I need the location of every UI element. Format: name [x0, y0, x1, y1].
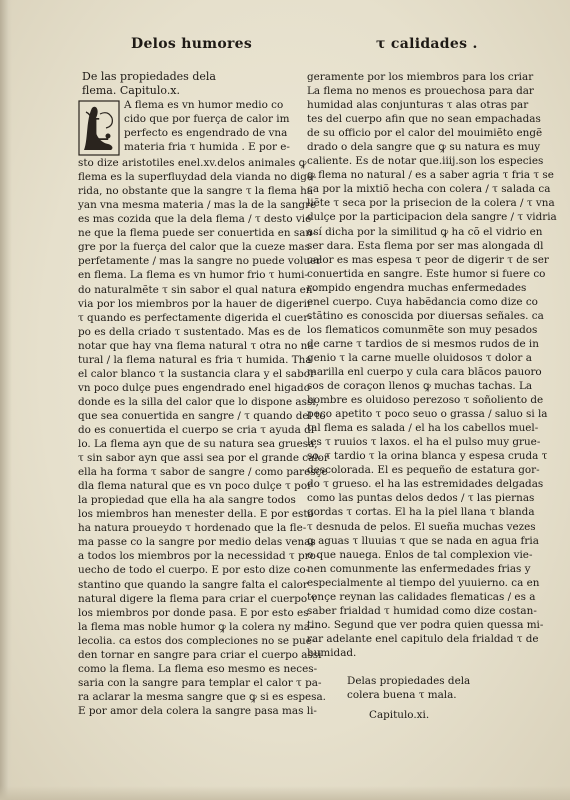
- text-line: rompido engendra muchas enfermedades: [307, 281, 527, 294]
- text-line: a todos los miembros por la necessidad τ pro-: [78, 550, 320, 563]
- drop-cap-glyph: L: [89, 113, 109, 149]
- text-line: saria con la sangre para templar el calor τ pa-: [78, 676, 322, 689]
- text-line: yan vna mesma materia / mas la de la sangre: [78, 199, 317, 212]
- text-line: drado o dela sangre que ꝙ su natura es muy: [307, 141, 541, 154]
- text-line: ca por la mixtiõ hecha con colera / τ salada ca: [307, 183, 551, 196]
- text-line: liẽte τ seca por la prisecion de la colera / τ vna: [307, 197, 555, 210]
- text-line: ra aclarar la mesma sangre que ꝙ si es espesa.: [78, 690, 326, 703]
- text-line: perfetamente / mas la sangre no puede voluer: [78, 255, 322, 268]
- text-line: E por amor dela colera la sangre pasa mas li-: [78, 704, 317, 717]
- text-line: rida, no obstante que la sangre τ la flema ha: [78, 185, 314, 198]
- text-line: tes del cuerpo afin que no sean empachadas: [307, 113, 541, 126]
- text-line: gordas τ cortas. El ha la piel llana τ blanda: [307, 506, 535, 519]
- text-line: marilla enl cuerpo y cula cara blãcos pauoro: [307, 365, 542, 378]
- text-line: o que nauega. Enlos de tal complexion vie-: [307, 548, 533, 561]
- text-line: τ sin sabor ayn que assi sea por el grande calor: [78, 452, 329, 465]
- text-line: ella ha forma τ sabor de sangre / como paresçe: [78, 466, 328, 479]
- text-line: conuertida en sangre. Este humor si fuere co: [307, 267, 546, 280]
- text-line: así dicha por la similitud ꝙ ha cõ el vidrio en: [307, 225, 543, 238]
- text-line: do τ grueso. el ha las estremidades delgadas: [307, 478, 544, 491]
- text-line: les τ ruuios τ laxos. el ha el pulso muy grue-: [307, 436, 541, 449]
- running-header-right: τ calidades .: [376, 36, 478, 52]
- text-line: la propiedad que ella ha ala sangre todos: [78, 494, 296, 507]
- text-line: de carne τ tardios de si mesmos rudos de in: [307, 337, 539, 350]
- text-line: cido que por fuerça de calor im: [124, 113, 290, 126]
- text-line: humidad.: [307, 646, 357, 659]
- right-body-lines: [307, 70, 557, 660]
- section-spacer: [307, 660, 517, 674]
- text-line: los miembros por donde pasa. E por esto es: [78, 606, 309, 619]
- text-line: ser dara. Esta flema por ser mas alongada dl: [307, 239, 544, 252]
- text-line: humidad alas conjunturas τ alas otras par: [307, 99, 529, 112]
- text-line: uecho de todo el cuerpo. E por esto dize co-: [78, 564, 310, 577]
- text-line: flema es la superfluydad dela vianda no dige-: [78, 171, 317, 184]
- text-line: po es della criado τ sustentado. Mas es de: [78, 325, 301, 338]
- text-line: nen comunmente las enfermedades frias y: [307, 562, 531, 575]
- text-line: tural / la flema natural es fria τ humida. Tha: [78, 353, 312, 366]
- text-line: la flema mas noble humor ꝙ la colera ny ma-: [78, 620, 314, 633]
- text-line: como las puntas delos dedos / τ las piernas: [307, 492, 535, 505]
- text-line: stãtino es conoscida por diuersas señales. ca: [307, 309, 544, 322]
- chapter-heading-line: De las propiedades dela: [82, 70, 216, 83]
- text-line: los miembros han menester della. E por esto: [78, 508, 314, 521]
- text-line: poco apetito τ poco seuo o grassa / saluo si la: [307, 408, 548, 421]
- text-line: rar adelante enel capitulo dela frialdad τ de: [307, 632, 539, 645]
- text-line: lecolia. ca estos dos compleciones no se pue-: [78, 634, 316, 647]
- text-line: do naturalmẽte τ sin sabor el qual natura en-: [78, 283, 316, 296]
- text-line: gre por la fuerça del calor que la cueze mas: [78, 241, 310, 254]
- page-edge-shadow: [0, 0, 12, 800]
- next-chapter-heading-line: colera buena τ mala.: [347, 689, 457, 702]
- text-line: saber frialdad τ humidad como dize costan-: [307, 604, 537, 617]
- text-line: ne que la flema puede ser conuertida en san-: [78, 227, 316, 240]
- text-line: dulçe por la participacion dela sangre / τ vidria: [307, 211, 557, 224]
- text-line: La flema no menos es prouechosa para dar: [307, 85, 534, 98]
- text-line: stantino que quando la sangre falta el calor: [78, 578, 308, 591]
- text-line: so. τ tardio τ la orina blanca y espesa cruda τ: [307, 450, 548, 463]
- text-line: tonçe reynan las calidades flematicas / es a: [307, 590, 536, 603]
- text-line: materia fria τ humida . E por e-: [124, 141, 290, 154]
- text-line: ha natura proueydo τ hordenado que la fle-: [78, 522, 307, 535]
- text-line: den tornar en sangre para criar el cuerpo assi: [78, 648, 322, 661]
- text-line: donde es la silla del calor que lo dispone assi,: [78, 395, 319, 408]
- text-line: es mas cozida que la dela flema / τ desto vie: [78, 213, 312, 226]
- text-line: ꝙ flema no natural / es a saber agria τ fria τ se: [307, 169, 554, 182]
- text-line: tino. Segund que ver podra quien quessa mi-: [307, 618, 544, 631]
- page-bottom-shadow: [0, 786, 570, 800]
- text-line: A flema es vn humor medio co: [124, 99, 284, 112]
- text-line: genio τ la carne muelle oluidosos τ dolor a: [307, 351, 532, 364]
- text-line: τ desnuda de pelos. El sueña muchas vezes: [307, 520, 536, 533]
- text-line: geramente por los miembros para los criar: [307, 71, 534, 83]
- text-line: notar que hay vna flema natural τ otra no na: [78, 339, 314, 352]
- left-text-column: [78, 70, 329, 718]
- text-line: natural digere la flema para criar el cuerpo τ: [78, 592, 317, 605]
- text-line: ꝙ aguas τ lluuias τ que se nada en agua fria: [307, 534, 539, 547]
- text-line: de su officio por el calor del mouimiẽto engẽ: [307, 127, 543, 140]
- text-line: perfecto es engendrado de vna: [124, 127, 288, 140]
- text-line: enel cuerpo. Cuya habẽdancia como dize co: [307, 295, 538, 308]
- running-header-left: Delos humores: [131, 36, 253, 52]
- left-body-lines: [78, 156, 329, 718]
- text-line: como la flema. La flema eso mesmo es neces-: [78, 662, 318, 675]
- text-line: via por los miembros por la hauer de digerir: [78, 297, 312, 310]
- text-line: lo. La flema ayn que de su natura sea gruesa,: [78, 438, 318, 451]
- text-line: vn poco dulçe pues engendrado enel higado: [78, 381, 310, 394]
- text-line: descolorada. El es pequeño de estatura gor-: [307, 464, 540, 477]
- text-line: que sea conuertida en sangre / τ quando del to: [78, 409, 326, 422]
- text-line: en flema. La flema es vn humor frio τ humi-: [78, 269, 308, 282]
- text-line: ma passe co la sangre por medio delas venas: [78, 536, 316, 549]
- text-line: los flematicos comunmẽte son muy pesados: [307, 323, 538, 336]
- text-line: τ quando es perfectamente digerida el cuer-: [78, 311, 312, 324]
- text-line: sto dize aristotiles enel.xv.delos animales ꝙ: [78, 157, 307, 170]
- drop-cap-paragraph: [78, 98, 288, 156]
- decorated-initial-letter: [78, 100, 120, 156]
- right-text-column: [307, 70, 557, 722]
- text-line: calor es mas espesa τ peor de digerir τ de ser: [307, 253, 549, 266]
- next-chapter-label: Capitulo.xi.: [369, 709, 430, 722]
- text-line: caliente. Es de notar que.iiij.son los especies: [307, 155, 544, 168]
- text-line: dla flema natural que es vn poco dulçe τ por: [78, 480, 313, 493]
- text-line: tal flema es salada / el ha los cabellos muel-: [307, 422, 539, 435]
- drop-cap-lines: [124, 98, 288, 156]
- next-chapter-heading-line: Delas propiedades dela: [347, 674, 471, 687]
- text-line: do es conuertida el cuerpo se cria τ ayuda dl: [78, 423, 315, 436]
- text-line: el calor blanco τ la sustancia clara y el sabor: [78, 367, 315, 380]
- text-line: hombre es oluidoso perezoso τ soñoliento de: [307, 394, 544, 407]
- text-line: sos de coraçon llenos ꝙ muchas tachas. La: [307, 380, 533, 393]
- chapter-heading-line: flema. Capitulo.x.: [82, 84, 181, 98]
- text-line: especialmente al tiempo del yuuierno. ca en: [307, 576, 540, 589]
